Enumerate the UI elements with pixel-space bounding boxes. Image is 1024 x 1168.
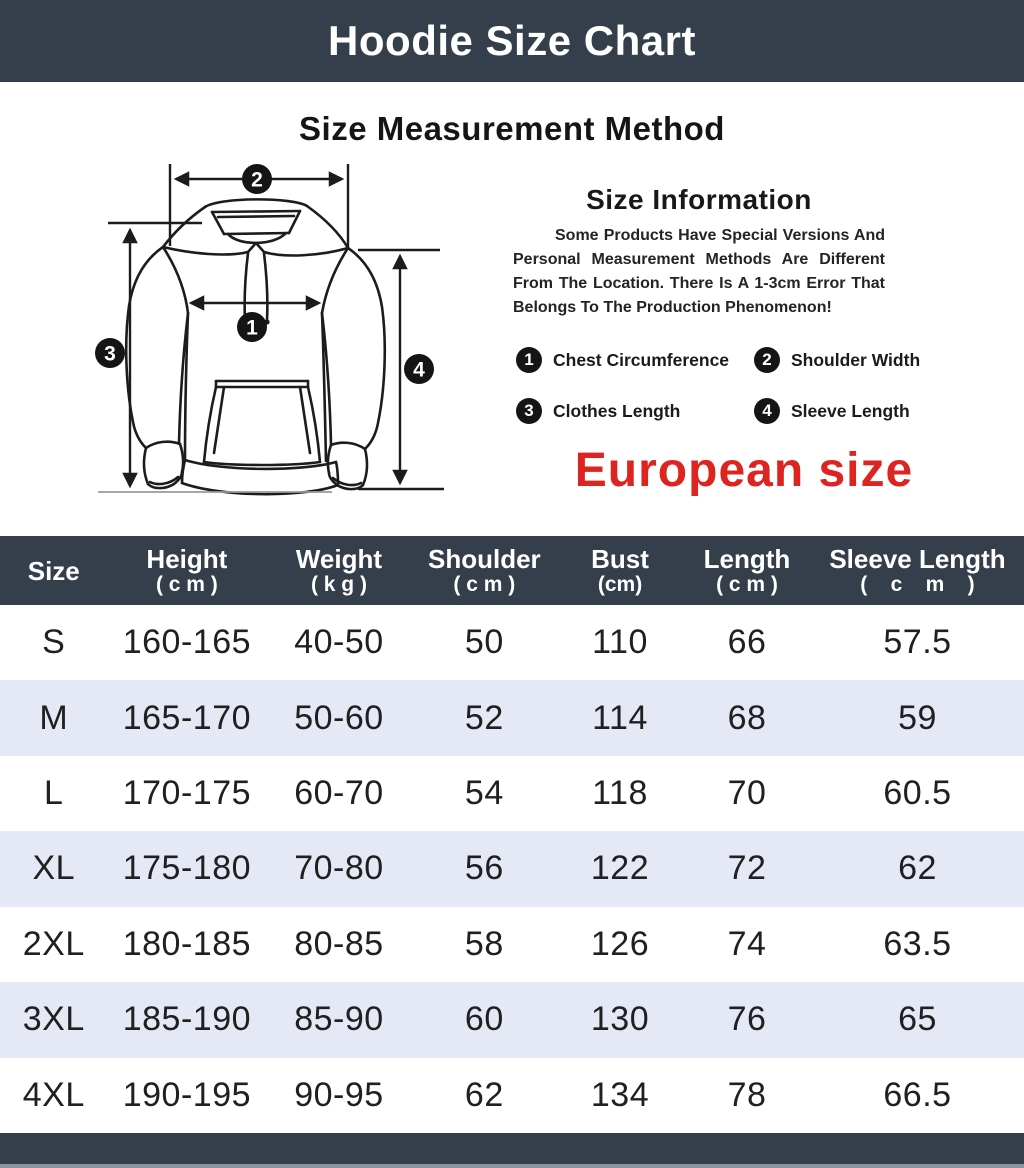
- page-title: Hoodie Size Chart: [328, 17, 696, 64]
- column-label: Weight: [295, 543, 383, 574]
- column-label: Height: [146, 543, 228, 574]
- table-cell: XL: [32, 849, 76, 888]
- legend-item: [513, 347, 751, 373]
- legend-label: Shoulder Width: [791, 349, 921, 370]
- table-cell: 62: [898, 849, 937, 888]
- footer-edge: [0, 1164, 1024, 1168]
- table-cell: 185-190: [122, 1000, 252, 1039]
- table-cell: 85-90: [294, 1000, 384, 1039]
- marker-1-badge: [237, 312, 267, 342]
- size-information-heading: Size Information: [586, 184, 812, 215]
- region-size-label: European size: [574, 444, 914, 497]
- legend-number-badge: 4: [754, 398, 780, 424]
- table-cell: 170-175: [122, 774, 252, 813]
- table-cell: 70: [727, 774, 767, 813]
- table-row: [0, 605, 1024, 680]
- column-label: Bust: [591, 543, 649, 574]
- table-cell: 58: [464, 924, 504, 963]
- size-information: [513, 184, 885, 320]
- table-cell: L: [44, 774, 64, 813]
- legend-number-badge: 2: [754, 347, 780, 373]
- column-header: [266, 536, 411, 605]
- table-cell: 60-70: [294, 774, 384, 813]
- info-line: Some Products Have Special Versions And: [555, 227, 885, 244]
- table-cell: 78: [727, 1075, 767, 1114]
- table-cell: 118: [592, 774, 648, 813]
- svg-text:2: 2: [251, 168, 263, 192]
- table-cell: 175-180: [122, 849, 252, 888]
- table-row: [0, 831, 1024, 906]
- table-cell: 59: [898, 698, 937, 737]
- table-cell: 62: [464, 1075, 504, 1114]
- table-cell: 4XL: [22, 1075, 85, 1114]
- info-line: Personal Measurement Methods Are Different: [513, 251, 885, 268]
- legend: [513, 347, 953, 424]
- table-cell: 130: [590, 1000, 650, 1039]
- marker-2-badge: [242, 164, 272, 194]
- table-row: [0, 982, 1024, 1057]
- measurement-method-heading: Size Measurement Method: [299, 110, 725, 147]
- table-cell: 165-170: [122, 698, 252, 737]
- table-cell: 134: [590, 1075, 650, 1114]
- table-cell: 122: [590, 849, 650, 888]
- column-unit: (cm): [597, 572, 643, 596]
- column-header: [412, 536, 557, 605]
- table-cell: 76: [727, 1000, 767, 1039]
- table-cell: 66.5: [883, 1075, 952, 1114]
- column-unit: ( c m ): [453, 572, 516, 596]
- legend-item: [513, 398, 751, 424]
- column-unit: ( c m ): [155, 572, 218, 596]
- table-row: [0, 680, 1024, 755]
- table-cell: 54: [464, 774, 504, 813]
- column-unit: ( c m ): [860, 572, 975, 596]
- column-header: [0, 536, 108, 605]
- column-unit: ( k g ): [310, 572, 367, 596]
- svg-text:4: 4: [413, 358, 425, 382]
- svg-text:3: 3: [104, 342, 116, 366]
- svg-text:1: 1: [246, 316, 258, 340]
- table-row: [0, 756, 1024, 831]
- table-cell: 90-95: [294, 1075, 384, 1114]
- table-cell: 60.5: [883, 774, 952, 813]
- table-header-row: [0, 536, 1024, 605]
- column-label: Sleeve Length: [829, 543, 1006, 574]
- info-text: [513, 224, 885, 320]
- column-header: [557, 536, 683, 605]
- column-header: [811, 536, 1024, 605]
- table-cell: 126: [590, 924, 650, 963]
- legend-number-badge: 1: [516, 347, 542, 373]
- table-cell: 3XL: [22, 1000, 85, 1039]
- table-cell: S: [42, 623, 66, 662]
- column-label: Shoulder: [428, 543, 541, 574]
- table-cell: 50-60: [294, 698, 384, 737]
- legend-item: [751, 398, 953, 424]
- table-cell: 56: [464, 849, 504, 888]
- legend-label: Sleeve Length: [791, 400, 910, 421]
- table-cell: 63.5: [883, 924, 952, 963]
- column-header: [108, 536, 267, 605]
- legend-label: Chest Circumference: [553, 349, 730, 370]
- table-cell: 114: [592, 698, 648, 737]
- hoodie-outline: [126, 199, 385, 494]
- table-cell: 52: [464, 698, 504, 737]
- size-table: [0, 536, 1024, 1133]
- table-cell: 70-80: [294, 849, 384, 888]
- table-cell: 160-165: [122, 623, 252, 662]
- table-cell: M: [39, 698, 69, 737]
- table-body: [0, 605, 1024, 1133]
- legend-label: Clothes Length: [553, 400, 681, 421]
- column-label: Size: [27, 555, 80, 586]
- column-label: Length: [703, 543, 791, 574]
- info-line: From The Location. There Is A 1-3cm Error That: [513, 275, 885, 292]
- table-cell: 74: [727, 924, 767, 963]
- table-cell: 190-195: [122, 1075, 252, 1114]
- table-cell: 66: [727, 623, 767, 662]
- table-cell: 65: [898, 1000, 937, 1039]
- marker-3-badge: [95, 338, 125, 368]
- table-cell: 68: [727, 698, 767, 737]
- table-row: [0, 1058, 1024, 1133]
- title-bar: [0, 0, 1024, 82]
- legend-number-badge: 3: [516, 398, 542, 424]
- table-cell: 180-185: [122, 924, 252, 963]
- table-cell: 57.5: [883, 623, 952, 662]
- table-cell: 50: [464, 623, 504, 662]
- measurement-arrows: [98, 164, 444, 492]
- table-row: [0, 907, 1024, 982]
- table-cell: 72: [727, 849, 767, 888]
- hoodie-diagram: [80, 150, 500, 510]
- table-cell: 40-50: [294, 623, 384, 662]
- marker-4-badge: [404, 354, 434, 384]
- table-cell: 110: [592, 623, 648, 662]
- info-line: Belongs To The Production Phenomenon!: [513, 299, 832, 316]
- column-header: [683, 536, 811, 605]
- column-unit: ( c m ): [716, 572, 778, 596]
- footer-bar: [0, 1133, 1024, 1164]
- table-cell: 60: [464, 1000, 504, 1039]
- table-cell: 2XL: [22, 924, 85, 963]
- legend-item: [751, 347, 953, 373]
- table-cell: 80-85: [294, 924, 384, 963]
